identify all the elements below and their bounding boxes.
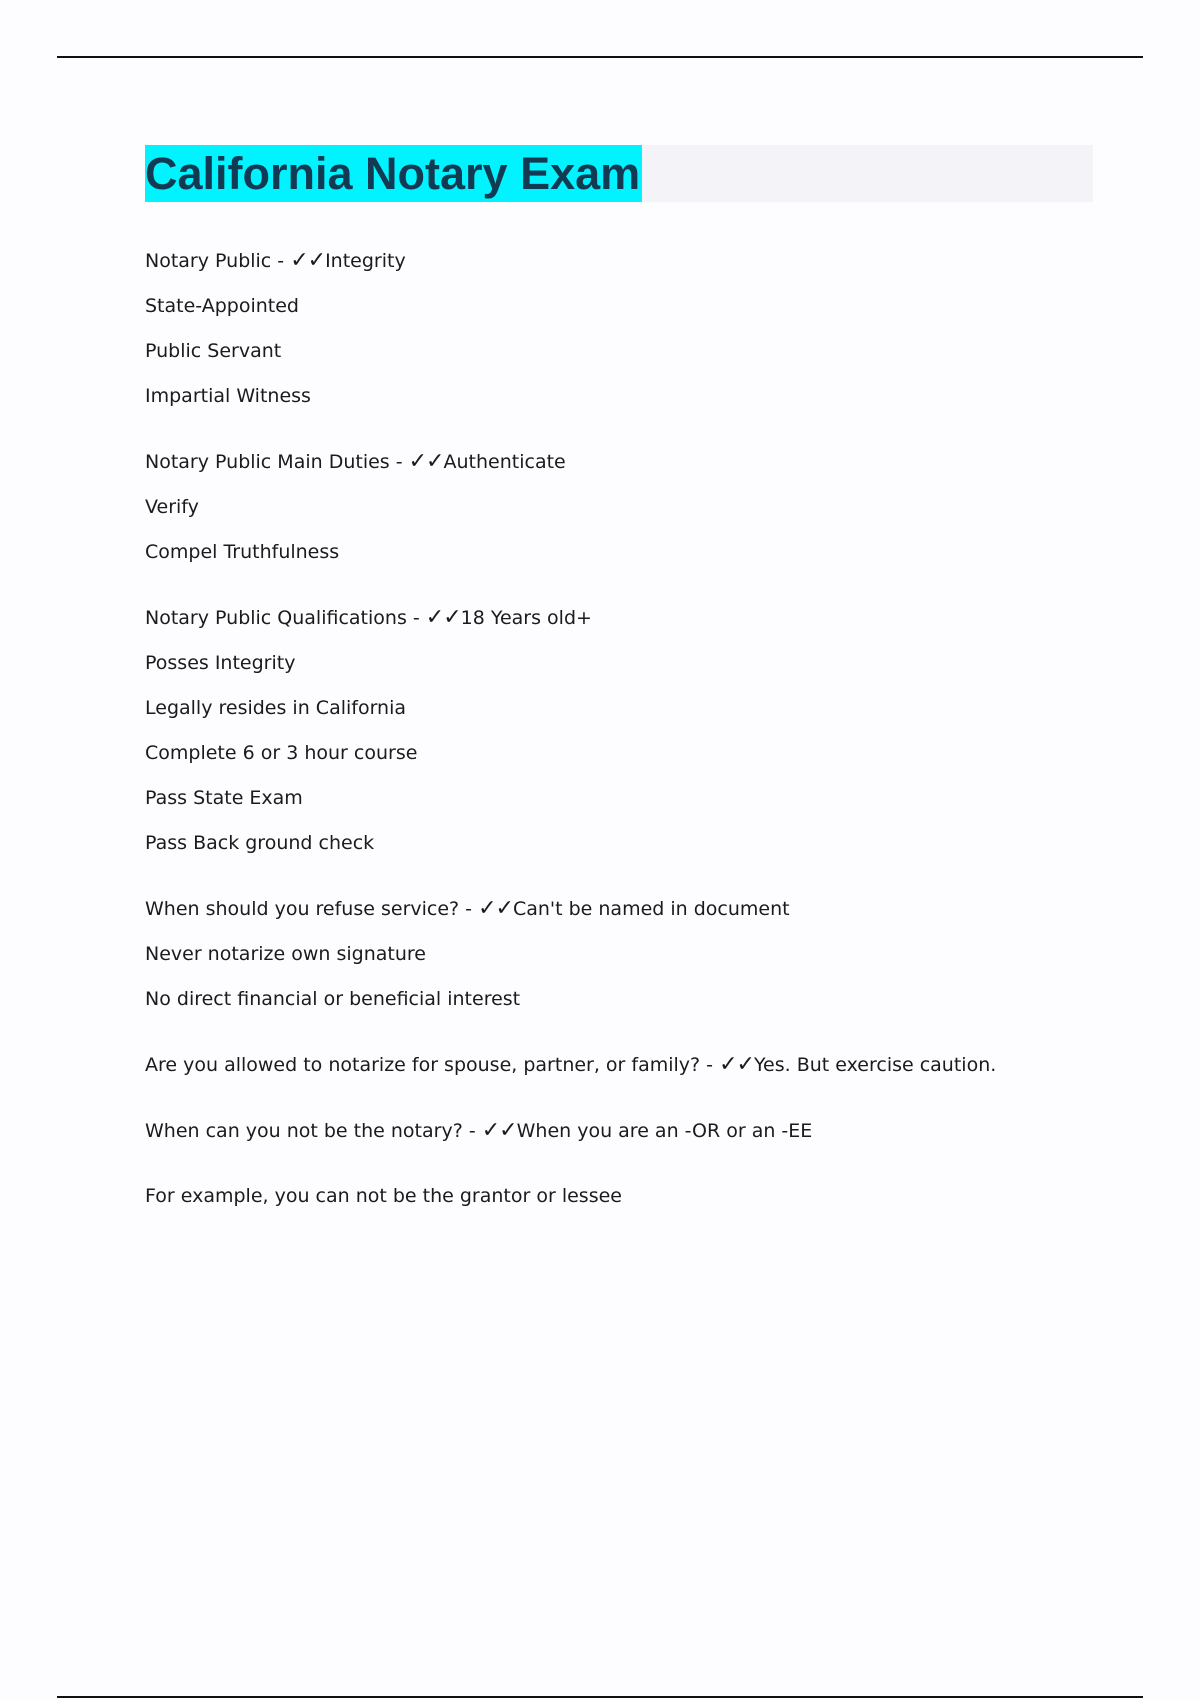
question-separator: - [700, 1054, 720, 1076]
question-separator: - [462, 1120, 482, 1142]
trailing-note: For example, you can not be the grantor or lessee [145, 1185, 622, 1207]
question-separator: - [406, 607, 426, 629]
answer-line: Impartial Witness [145, 385, 311, 407]
answer-line: Never notarize own signature [145, 943, 426, 965]
double-check-icon: ✓✓ [425, 605, 461, 630]
question-text: Notary Public [145, 250, 272, 272]
bottom-rule [57, 1696, 1143, 1698]
flashcard-list [145, 248, 1145, 1144]
answer-line: No direct financial or beneficial interest [145, 988, 521, 1010]
question-text: When should you refuse service? [145, 898, 460, 920]
question-line [145, 1052, 1145, 1078]
answer-line: Compel Truthfulness [145, 541, 340, 563]
flashcard [145, 605, 1145, 856]
answer-text: When you are an -OR or an -EE [516, 1120, 813, 1142]
question-text: Notary Public Main Duties [145, 451, 390, 473]
answer-line: Complete 6 or 3 hour course [145, 742, 418, 764]
question-line [145, 896, 1145, 922]
double-check-icon: ✓✓ [290, 248, 326, 273]
double-check-icon: ✓✓ [408, 449, 444, 474]
question-line [145, 248, 1145, 274]
question-line [145, 605, 1145, 631]
question-text: Are you allowed to notarize for spouse, partner, or family? [145, 1054, 701, 1076]
answer-line: Pass State Exam [145, 787, 303, 809]
top-rule [57, 56, 1143, 58]
double-check-icon: ✓✓ [478, 896, 513, 921]
document-title: California Notary Exam [145, 145, 642, 202]
question-text: Notary Public Qualifications [145, 607, 407, 629]
answer-line: Legally resides in California [145, 697, 407, 719]
answer-text: Yes. But exercise caution. [753, 1054, 997, 1076]
document-body [145, 248, 1145, 1229]
flashcard [145, 248, 1145, 409]
question-separator: - [271, 250, 291, 272]
flashcard [145, 896, 1145, 1012]
question-line [145, 449, 1145, 475]
flashcard [145, 1118, 1145, 1144]
answer-line: Public Servant [145, 340, 282, 362]
answer-text: Can't be named in document [512, 898, 790, 920]
answer-line: State-Appointed [145, 295, 299, 317]
double-check-icon: ✓✓ [719, 1052, 754, 1077]
answer-line: Pass Back ground check [145, 832, 375, 854]
answer-text: Authenticate [443, 451, 566, 473]
answer-text: 18 Years old+ [460, 607, 592, 629]
answer-text: Integrity [325, 250, 406, 272]
question-separator: - [389, 451, 409, 473]
question-line [145, 1118, 1145, 1144]
question-separator: - [459, 898, 479, 920]
question-text: When can you not be the notary? [145, 1120, 463, 1142]
flashcard [145, 1052, 1145, 1078]
double-check-icon: ✓✓ [481, 1118, 517, 1143]
answer-line: Posses Integrity [145, 652, 296, 674]
flashcard [145, 449, 1145, 565]
answer-line: Verify [145, 496, 199, 518]
